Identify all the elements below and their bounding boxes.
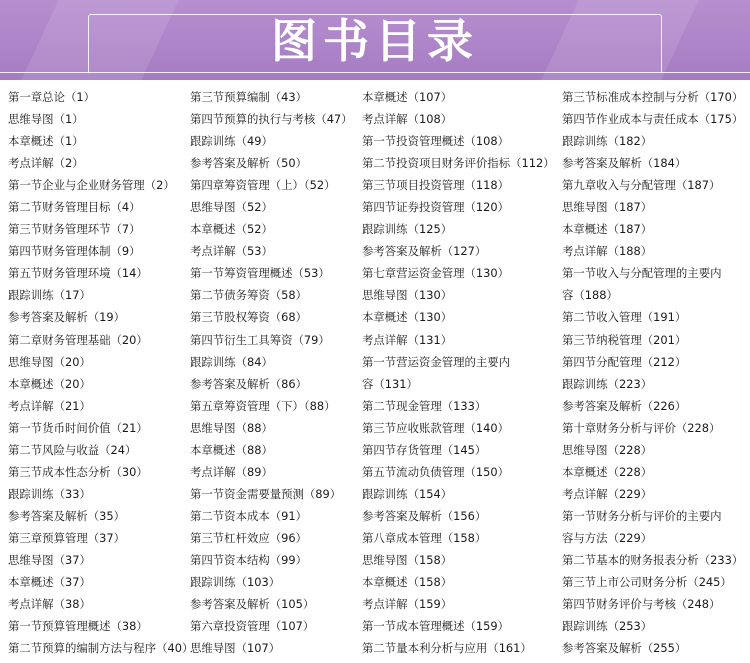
toc-entry: 思维导图（1） [8, 112, 84, 127]
toc-entry: 思维导图（20） [8, 354, 91, 369]
toc-entry: 第二节风险与收益（24） [8, 442, 137, 457]
toc-entry: 参考答案及解析（19） [8, 310, 126, 325]
toc-entry: 第七章营运资金管理（130） [362, 266, 510, 281]
toc-entry: 第四节衍生工具筹资（79） [190, 332, 330, 347]
toc-entry: 思维导图（130） [362, 288, 453, 303]
toc-entry: 第一节企业与企业财务管理（2） [8, 178, 175, 193]
toc-entry: 第二节预算的编制方法与程序（40） [8, 641, 194, 656]
toc-entry: 跟踪训练（154） [362, 486, 453, 501]
toc-column-2 [190, 86, 362, 659]
toc-entry: 第三节应收账款管理（140） [362, 420, 510, 435]
toc-entry: 参考答案及解析（184） [562, 156, 687, 171]
toc-entry: 思维导图（107） [190, 641, 281, 656]
toc-entry: 第二节资本成本（91） [190, 508, 308, 523]
toc-entry: 第四节分配管理（212） [562, 354, 687, 369]
toc-entry: 第一节成本管理概述（159） [362, 619, 510, 634]
toc-entry: 思维导图（37） [8, 552, 91, 567]
toc-entry: 第一章总论（1） [8, 90, 95, 104]
toc-entry: 第三节预算编制（43） [190, 90, 308, 104]
toc-entry: 第三节股权筹资（68） [190, 310, 308, 325]
toc-entry: 第五节流动负债管理（150） [362, 464, 510, 479]
toc-entry: 考点详解（229） [562, 486, 653, 501]
toc-entry: 考点详解（188） [562, 244, 653, 259]
toc-column-1 [0, 86, 194, 659]
toc-entry: 第三节财务管理环节（7） [8, 222, 141, 237]
toc-entry: 参考答案及解析（127） [362, 244, 487, 259]
toc-entry: 本章概述（228） [562, 464, 653, 479]
toc-entry: 第一节投资管理概述（108） [362, 134, 510, 149]
page-title: 图书目录 [271, 14, 479, 68]
toc-entry: 本章概述（20） [8, 376, 91, 391]
toc-entry: 本章概述（107） [362, 90, 453, 104]
toc-entry: 第四节作业成本与责任成本（175） [562, 112, 744, 127]
toc-entry: 第一节预算管理概述（38） [8, 619, 148, 634]
toc-entry: 第十章财务分析与评价（228） [562, 420, 721, 435]
toc-entry: 参考答案及解析（255） [562, 641, 687, 656]
toc-entry: 容（131） [362, 376, 418, 391]
toc-entry: 第四节资本结构（99） [190, 552, 308, 567]
toc-entry: 考点详解（53） [190, 244, 273, 259]
toc-entry: 跟踪训练（182） [562, 134, 653, 149]
toc-entry: 跟踪训练（103） [190, 575, 281, 590]
toc-entry: 第三节上市公司财务分析（245） [562, 575, 732, 590]
toc-column-4 [562, 86, 750, 659]
toc-entry: 第二节现金管理（133） [362, 398, 487, 413]
toc-entry: 本章概述（37） [8, 575, 91, 590]
toc-entry: 第四章筹资管理（上）（52） [190, 178, 336, 193]
toc-entry: 第九章收入与分配管理（187） [562, 178, 721, 193]
toc-entry: 第三章预算管理（37） [8, 530, 126, 545]
toc-entry: 考点详解（131） [362, 332, 453, 347]
toc-entry: 参考答案及解析（86） [190, 376, 308, 391]
toc-entry: 第四节财务管理体制（9） [8, 244, 141, 259]
toc-entry: 第四节财务评价与考核（248） [562, 597, 721, 612]
toc-entry: 思维导图（187） [562, 200, 653, 215]
toc-entry: 第二节基本的财务报表分析（233） [562, 552, 744, 567]
toc-entry: 跟踪训练（17） [8, 288, 91, 303]
toc-entry: 第五节财务管理环境（14） [8, 266, 148, 281]
toc-entry: 第五章筹资管理（下）（88） [190, 398, 336, 413]
toc-entry: 第二节量本利分析与应用（161） [362, 641, 532, 656]
toc-entry: 思维导图（88） [190, 420, 273, 435]
toc-entry: 第八章成本管理（158） [362, 530, 487, 545]
toc-entry: 考点详解（89） [190, 464, 273, 479]
toc-entry: 容与方法（229） [562, 530, 653, 545]
toc-entry: 第二章财务管理基础（20） [8, 332, 148, 347]
toc-entry: 跟踪训练（125） [362, 222, 453, 237]
toc-entry: 考点详解（21） [8, 398, 91, 413]
toc-entry: 第二节债务筹资（58） [190, 288, 308, 303]
toc-entry: 思维导图（52） [190, 200, 273, 215]
toc-entry: 第三节纳税管理（201） [562, 332, 687, 347]
toc-entry: 参考答案及解析（226） [562, 398, 687, 413]
toc-entry: 本章概述（187） [562, 222, 653, 237]
toc-column-3 [362, 86, 562, 659]
toc-entry: 参考答案及解析（105） [190, 597, 315, 612]
toc-entry: 参考答案及解析（35） [8, 508, 126, 523]
toc-entry: 本章概述（52） [190, 222, 273, 237]
toc-entry: 容（188） [562, 288, 618, 303]
toc-entry: 第三节项目投资管理（118） [362, 178, 510, 193]
toc-entry: 跟踪训练（84） [190, 354, 273, 369]
toc-entry: 跟踪训练（223） [562, 376, 653, 391]
toc-entry: 思维导图（228） [562, 442, 653, 457]
toc-entry: 本章概述（130） [362, 310, 453, 325]
table-of-contents [0, 86, 750, 659]
toc-entry: 第二节投资项目财务评价指标（112） [362, 156, 555, 171]
toc-entry: 第四节证券投资管理（120） [362, 200, 510, 215]
toc-entry: 本章概述（1） [8, 134, 84, 149]
toc-entry: 考点详解（108） [362, 112, 453, 127]
toc-entry: 第一节收入与分配管理的主要内 [562, 266, 722, 281]
toc-entry: 考点详解（38） [8, 597, 91, 612]
toc-entry: 第六章投资管理（107） [190, 619, 315, 634]
toc-entry: 第一节资金需要量预测（89） [190, 486, 342, 501]
toc-entry: 考点详解（2） [8, 156, 84, 171]
toc-entry: 参考答案及解析（156） [362, 508, 487, 523]
toc-entry: 跟踪训练（253） [562, 619, 653, 634]
toc-entry: 跟踪训练（33） [8, 486, 91, 501]
toc-entry: 第三节成本性态分析（30） [8, 464, 148, 479]
toc-entry: 第三节杠杆效应（96） [190, 530, 308, 545]
toc-entry: 跟踪训练（49） [190, 134, 273, 149]
toc-entry: 第一节货币时间价值（21） [8, 420, 148, 435]
toc-entry: 第二节财务管理目标（4） [8, 200, 141, 215]
toc-entry: 第一节营运资金管理的主要内 [362, 354, 511, 369]
toc-entry: 第一节筹资管理概述（53） [190, 266, 330, 281]
toc-entry: 考点详解（159） [362, 597, 453, 612]
toc-entry: 本章概述（88） [190, 442, 273, 457]
toc-entry: 本章概述（158） [362, 575, 453, 590]
toc-entry: 第一节财务分析与评价的主要内 [562, 508, 722, 523]
toc-entry: 第四节预算的执行与考核（47） [190, 112, 353, 127]
toc-entry: 思维导图（158） [362, 552, 453, 567]
toc-entry: 参考答案及解析（50） [190, 156, 308, 171]
toc-entry: 第二节收入管理（191） [562, 310, 687, 325]
title-banner [0, 0, 750, 80]
toc-entry: 第三节标准成本控制与分析（170） [562, 90, 744, 104]
toc-entry: 第四节存货管理（145） [362, 442, 487, 457]
